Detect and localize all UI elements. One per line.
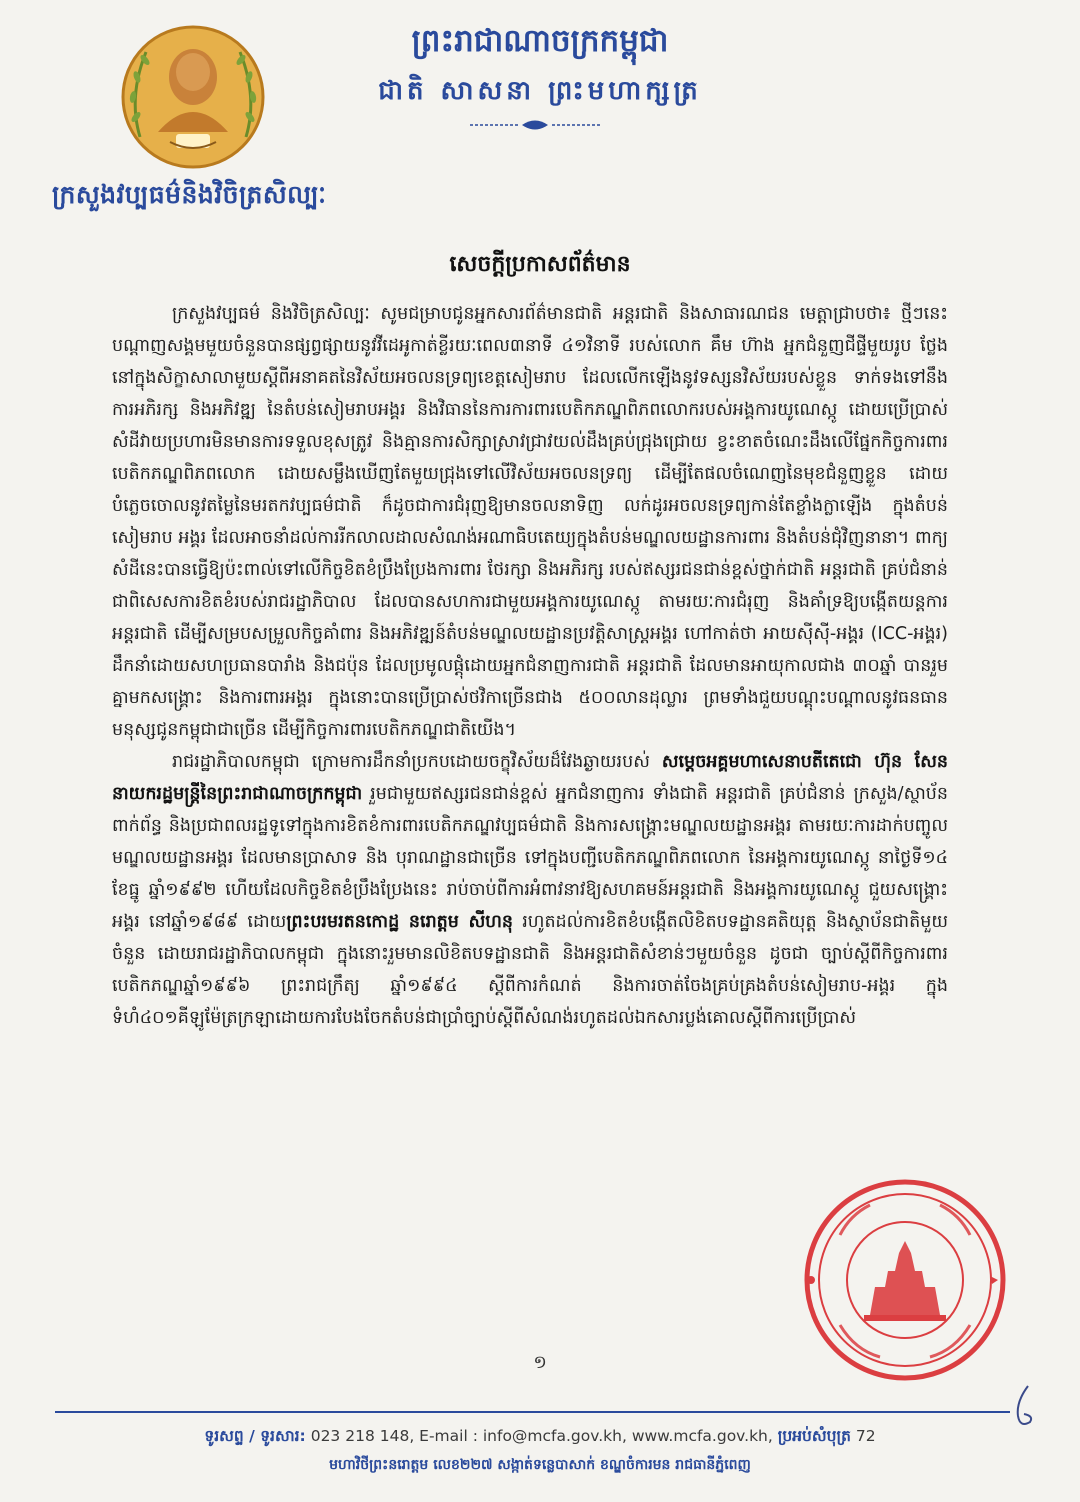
pobox-label: ប្រអប់សំបុត្រ: [777, 1427, 851, 1445]
phone-number: 023 218 148: [310, 1427, 410, 1445]
paragraph-1: ក្រសួងវប្បធម៌ និងវិចិត្រសិល្បៈ សូមជម្រាបជូនអ្នកសារព័ត៌មានជាតិ អន្តរជាតិ និងសាធារណជន មេត្តាជ្រាបថា៖ ថ្មីៗនេះ បណ្ដាញសង្គមមួយចំនួនបានផ្សព្វផ្សាយនូវវីដេអូកាត់ខ្លីរយៈពេល៣នាទី ៤១វិនាទី របស់លោក គឹម ហ៊ាង អ្នកជំនួញជីផ្ទីមួយរូប ថ្លែងនៅក្នុងសិក្ខាសាលាមួយស្ដីពីអនាគតនៃវិស័យអចលនទ្រព្យខេត្តសៀមរាប ដែលលើកឡើងនូវទស្សនវិស័យរបស់ខ្លួន ទាក់ទងទៅនឹងការអភិរក្ស និងអភិវឌ្ឍ នៃតំបន់សៀមរាបអង្គរ និងវិធាននៃការការពារបេតិកភណ្ឌពិភពលោករបស់អង្គការយូណេស្កូ ដោយប្រើប្រាស់សំដីវាយប្រហារមិនមានការទទួលខុសត្រូវ និងគ្មានការសិក្សាស្រាវជ្រាវយល់ដឹងគ្រប់ជ្រុងជ្រោយ ខ្វះខាតចំណេះដឹងលើផ្នែកកិច្ចការពារបេតិកភណ្ឌពិភពលោក ដោយសម្លឹងឃើញតែមួយជ្រុងទៅលើវិស័យអចលនទ្រព្យ ដើម្បីតែផលចំណេញនៃមុខជំនួញខ្លួន ដោយបំភ្លេចចោលនូវតម្លៃនៃមរតកវប្បធម៌ជាតិ ក៏ដូចជាការជំរុញឱ្យមានចលនាទិញ លក់ដូរអចលនទ្រព្យកាន់តែខ្លាំងក្លាឡើង ក្នុងតំបន់សៀមរាប អង្គរ ដែលអាចនាំដល់ការរីកលាលដាលសំណង់អណាធិបតេយ្យក្នុងតំបន់មណ្ឌលយដ្ឋានការពារ និងតំបន់ជុំវិញនានា។ ពាក្យសំដីនេះបានធ្វើឱ្យប៉ះពាល់ទៅលើកិច្ចខិតខំប្រឹងប្រែងការពារ ថែរក្សា និងអភិរក្ស របស់ឥស្សរជនជាន់ខ្ពស់ថ្នាក់ជាតិ អន្តរជាតិ គ្រប់ជំនាន់ ជាពិសេសការខិតខំរបស់រាជរដ្ឋាភិបាល ដែលបានសហការជាមួយអង្គការយូណេស្កូ តាមរយៈការជំរុញ និងគាំទ្រឱ្យបង្កើតយន្តការអន្តរជាតិ ដើម្បីសម្របសម្រួលកិច្ចគាំពារ និងអភិវឌ្ឍន៍តំបន់មណ្ឌលយដ្ឋានប្រវត្តិសាស្ត្រអង្គរ ហៅកាត់ថា អាយស៊ីស៊ី-អង្គរ (ICC-អង្គរ) ដឹកនាំដោយសហប្រធានបារាំង និងជប៉ុន ដែលប្រមូលផ្តុំដោយអ្នកជំនាញការជាតិ អន្តរជាតិ ដែលមានអាយុកាលជាង ៣០ឆ្នាំ បានរួមគ្នាមកសង្គ្រោះ និងការពារអង្គរ ក្នុងនោះបានប្រើប្រាស់ថវិកាច្រើនជាង ៥០០លានដុល្លារ ព្រមទាំងជួយបណ្ដុះបណ្ដាលនូវធនធានមនុស្សជូនកម្ពុជាជាច្រើន ដើម្បីកិច្ចការពារបេតិកភណ្ឌជាតិយើង។: [112, 304, 948, 740]
paragraph-2-part-a: រាជរដ្ឋាភិបាលកម្ពុជា ក្រោមការដឹកនាំប្រកបដោយចក្ខុវិស័យដ៏វែងឆ្ងាយរបស់: [172, 752, 662, 772]
handwritten-initial-icon: [1010, 1382, 1042, 1432]
paragraph-2-part-b: រួមជាមួយឥស្សរជនជាន់ខ្ពស់ អ្នកជំនាញការ ទាំងជាតិ អន្តរជាតិ គ្រប់ជំនាន់ ក្រសួង/ស្ថាប័នពាក់ព័ន្ធ និងប្រជាពលរដ្ឋទូទៅក្នុងការខិតខំការពារបេតិកភណ្ឌវប្បធម៌ជាតិ និងការសង្គ្រោះមណ្ឌលយដ្ឋានអង្គរ តាមរយៈការដាក់បញ្ចូលមណ្ឌលយដ្ឋានអង្គរ ដែលមានប្រាសាទ និង បុរាណដ្ឋានជាច្រើន ទៅក្នុងបញ្ជីបេតិកភណ្ឌពិភពលោក នៃអង្គការយូណេស្កូ នាថ្ងៃទី១៤ ខែធ្នូ ឆ្នាំ១៩៩២ ហើយដែលកិច្ចខិតខំប្រឹងប្រែងនេះ រាប់ចាប់ពីការអំពាវនាវឱ្យសហគមន៍អន្តរជាតិ និងអង្គការយូណេស្កូ ជួយសង្គ្រោះអង្គរ នៅឆ្នាំ១៩៨៩ ដោយ: [112, 784, 948, 932]
document-body: [112, 298, 948, 1034]
footer-contact: ទូរសព្ទ / ទូរសារ: 023 218 148, E-mail : info@mcfa.gov.kh, www.mcfa.gov.kh, ប្រអប់សំបុត្រ 72: [204, 1427, 876, 1445]
ministry-name: ក្រសួងវប្បធម៌និងវិចិត្រសិល្បៈ: [52, 180, 327, 209]
phone-label: ទូរសព្ទ / ទូរសារ:: [204, 1427, 306, 1445]
pobox-number: 72: [855, 1427, 876, 1445]
kingdom-heading: ព្រះរាជាណាចក្រកម្ពុជា: [411, 23, 669, 59]
paragraph-2-bold-king: ព្រះបរមរតនកោដ្ឋ នរោត្តម សីហនុ: [286, 912, 514, 932]
paragraph-2-bold-name: សម្ដេចអគ្គមហាសេនាបតីតេជោ ហ៊ុន សែន នាយករដ្ឋមន្ត្រីនៃព្រះរាជាណាចក្រកម្ពុជា: [112, 752, 949, 804]
footer-address: មហាវិថីព្រះនរោត្តម លេខ២២៧ សង្កាត់ទន្លេបាសាក់ ខណ្ឌចំការមន រាជធានីភ្នំពេញ: [329, 1457, 751, 1473]
page-number: ១: [533, 1352, 547, 1373]
website-link[interactable]: www.mcfa.gov.kh: [631, 1427, 768, 1445]
paragraph-2: [112, 746, 948, 1034]
national-motto: ជាតិ សាសនា ព្រះមហាក្សត្រ: [378, 76, 702, 106]
email-link[interactable]: info@mcfa.gov.kh: [482, 1427, 622, 1445]
ornament-divider-icon: [470, 118, 600, 132]
footer-divider: [55, 1411, 1010, 1413]
ministry-logo-icon: [118, 22, 268, 172]
document-title: សេចក្ដីប្រកាសព័ត៌មាន: [449, 252, 631, 277]
email-label: E-mail :: [419, 1427, 478, 1445]
paragraph-2-part-c: រហូតដល់ការខិតខំបង្កើតលិខិតបទដ្ឋានគតិយុត្ត និងស្ថាប័នជាតិមួយចំនួន ដោយរាជរដ្ឋាភិបាលកម្ពុជា ក្នុងនោះរួមមានលិខិតបទដ្ឋានជាតិ និងអន្តរជាតិសំខាន់ៗមួយចំនួន ដូចជា ច្បាប់ស្ដីពីកិច្ចការពារបេតិកភណ្ឌឆ្នាំ១៩៩៦ ព្រះរាជក្រឹត្យ ឆ្នាំ១៩៩៤ ស្ដីពីការកំណត់ និងការចាត់ចែងគ្រប់គ្រងតំបន់សៀមរាប-អង្គរ ក្នុងទំហំ៤០១គីឡូម៉ែត្រក្រឡាដោយការបែងចែកតំបន់ជាប្រាំច្បាប់ស្ដីពីសំណង់រហូតដល់ឯកសារប្លង់គោលស្ដីពីការប្រើប្រាស់: [112, 912, 948, 1028]
